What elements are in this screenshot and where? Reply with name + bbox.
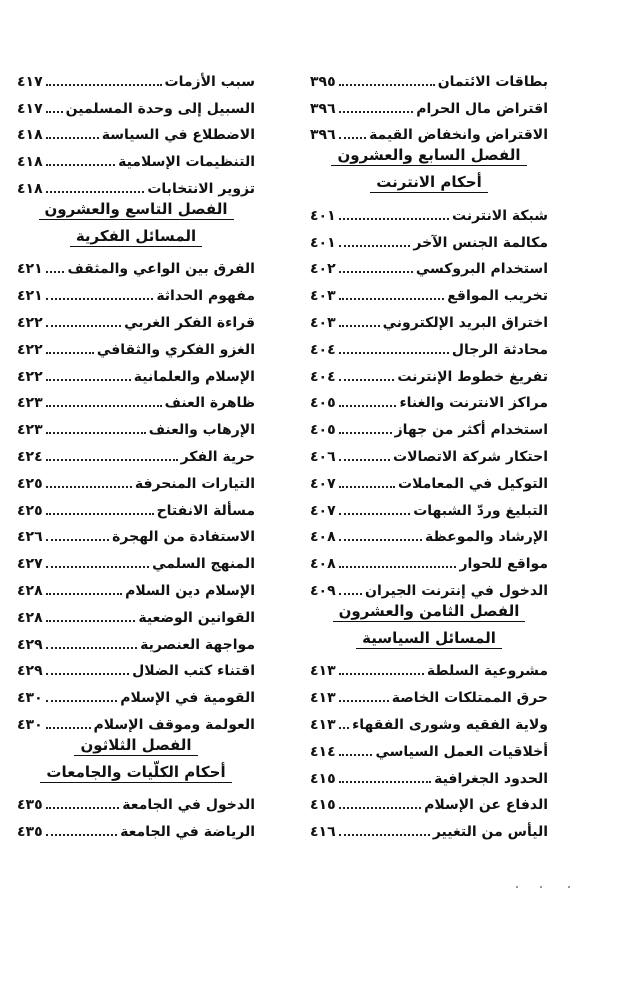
toc-entry bbox=[17, 678, 255, 705]
toc-entry bbox=[17, 625, 255, 652]
toc-entry bbox=[17, 437, 255, 464]
dot-leader bbox=[46, 298, 154, 300]
heading-text: أحكام الانترنت bbox=[370, 173, 487, 193]
dot-leader bbox=[339, 111, 414, 113]
toc-page-number: ٤٠٤ bbox=[310, 341, 336, 358]
heading-text: المسائل الفكرية bbox=[70, 227, 202, 247]
dot-leader bbox=[339, 379, 395, 381]
toc-entry-title: التبليغ وردّ الشبهات bbox=[413, 502, 548, 519]
chapter-heading bbox=[17, 732, 255, 759]
toc-page-number: ٤١٦ bbox=[310, 824, 336, 841]
toc-entry-title: اختراق البريد الإلكتروني bbox=[382, 314, 548, 331]
toc-entry bbox=[17, 384, 255, 411]
toc-right-column bbox=[310, 62, 548, 839]
toc-entry-title: الإسلام دين السلام bbox=[125, 582, 255, 599]
chapter-subheading bbox=[17, 223, 255, 250]
toc-entry bbox=[310, 357, 548, 384]
toc-entry-title: مكالمة الجنس الآخر bbox=[413, 234, 548, 251]
dot-leader bbox=[46, 84, 162, 86]
toc-entry bbox=[17, 410, 255, 437]
dot-leader bbox=[339, 405, 397, 407]
toc-entry-title: قراءة الفكر الغربي bbox=[124, 314, 255, 331]
toc-entry bbox=[310, 116, 548, 143]
toc-page-number: ٣٩٦ bbox=[310, 127, 336, 144]
dot-leader bbox=[339, 137, 366, 139]
toc-entry-title: التيارات المنحرفة bbox=[134, 475, 255, 492]
toc-page-number: ٤٣٠ bbox=[17, 716, 43, 733]
toc-entry-title: مراكز الانترنت والغناء bbox=[399, 395, 548, 412]
dot-leader bbox=[46, 566, 149, 568]
toc-entry bbox=[17, 303, 255, 330]
toc-page-number: ٤٠١ bbox=[310, 207, 336, 224]
toc-entry-title: الإرهاب والعنف bbox=[148, 422, 255, 439]
dot-leader bbox=[46, 807, 120, 809]
dot-leader bbox=[46, 111, 63, 113]
toc-page-number: ٤٢٦ bbox=[17, 529, 43, 546]
toc-page-number: ٤٠٤ bbox=[310, 368, 336, 385]
dot-leader bbox=[339, 727, 349, 729]
toc-entry-title: الفرق بين الواعي والمثقف bbox=[67, 261, 255, 278]
dot-leader bbox=[46, 539, 109, 541]
dot-leader bbox=[46, 486, 132, 488]
toc-entry bbox=[310, 759, 548, 786]
dot-leader bbox=[46, 191, 145, 193]
toc-page-number: ٤٢٢ bbox=[17, 368, 43, 385]
toc-entry bbox=[310, 384, 548, 411]
chapter-subheading bbox=[310, 169, 548, 196]
dot-leader bbox=[339, 271, 413, 273]
toc-entry bbox=[310, 812, 548, 839]
toc-entry-title: اليأس من التغيير bbox=[432, 824, 548, 841]
dot-leader bbox=[339, 459, 390, 461]
toc-page-number: ٤٣٥ bbox=[17, 797, 43, 814]
dot-leader bbox=[46, 379, 131, 381]
toc-entry-title: الاضطلاع في السياسة bbox=[101, 127, 255, 144]
toc-entry-title: الدخول في إنترنت الجيران bbox=[365, 582, 548, 599]
toc-entry-title: الاقتراض وانخفاض القيمة bbox=[369, 127, 548, 144]
toc-entry-title: العولمة وموقف الإسلام bbox=[93, 716, 255, 733]
toc-entry bbox=[17, 544, 255, 571]
toc-entry bbox=[310, 571, 548, 598]
toc-entry-title: مشروعية السلطة bbox=[426, 663, 548, 680]
toc-page-number: ٤٣٥ bbox=[17, 824, 43, 841]
toc-entry bbox=[310, 223, 548, 250]
toc-entry-title: مواقع للحوار bbox=[459, 556, 548, 573]
toc-page-number: ٤١٣ bbox=[310, 716, 336, 733]
toc-entry bbox=[310, 410, 548, 437]
toc-page-number: ٤٠٥ bbox=[310, 422, 336, 439]
toc-entry-title: مفهوم الحداثة bbox=[156, 288, 255, 305]
chapter-heading bbox=[310, 142, 548, 169]
toc-entry bbox=[17, 116, 255, 143]
toc-entry bbox=[17, 330, 255, 357]
dot-leader bbox=[339, 700, 389, 702]
toc-page-number: ٤٢٢ bbox=[17, 341, 43, 358]
dot-leader bbox=[339, 84, 435, 86]
chapter-subheading bbox=[17, 759, 255, 786]
toc-entry bbox=[17, 89, 255, 116]
toc-page-number: ٤١٣ bbox=[310, 663, 336, 680]
dot-leader bbox=[339, 298, 445, 300]
toc-entry bbox=[17, 598, 255, 625]
dot-leader bbox=[46, 700, 118, 702]
dot-leader bbox=[339, 539, 422, 541]
toc-entry bbox=[17, 169, 255, 196]
toc-page-number: ٤١٤ bbox=[310, 743, 336, 760]
dot-leader bbox=[46, 459, 178, 461]
dot-leader bbox=[339, 245, 411, 247]
toc-entry-title: حرية الفكر bbox=[180, 448, 255, 465]
dot-leader bbox=[46, 727, 91, 729]
toc-entry-title: احتكار شركة الاتصالات bbox=[393, 448, 548, 465]
toc-entry-title: المنهج السلمي bbox=[152, 556, 255, 573]
heading-text: الفصل السابع والعشرون bbox=[331, 146, 526, 166]
toc-entry-title: تزوير الانتخابات bbox=[147, 180, 255, 197]
dot-leader bbox=[46, 620, 136, 622]
toc-page-number: ٣٩٥ bbox=[310, 73, 336, 90]
dot-leader bbox=[46, 647, 137, 649]
toc-entry bbox=[17, 357, 255, 384]
toc-entry-title: مواجهة العنصرية bbox=[140, 636, 255, 653]
toc-entry-title: ظاهرة العنف bbox=[164, 395, 255, 412]
toc-page-number: ٤٢٨ bbox=[17, 609, 43, 626]
toc-entry bbox=[310, 705, 548, 732]
toc-entry bbox=[310, 544, 548, 571]
toc-entry-title: الإسلام والعلمانية bbox=[133, 368, 255, 385]
dot-leader bbox=[46, 513, 154, 515]
chapter-heading bbox=[17, 196, 255, 223]
dot-leader bbox=[339, 754, 373, 756]
toc-entry-title: الرياضة في الجامعة bbox=[120, 824, 255, 841]
toc-entry bbox=[17, 464, 255, 491]
dot-leader bbox=[46, 271, 65, 273]
dot-leader bbox=[339, 513, 411, 515]
dot-leader bbox=[339, 781, 431, 783]
dot-leader bbox=[339, 834, 430, 836]
dot-leader bbox=[339, 325, 380, 327]
scan-speck bbox=[540, 886, 542, 888]
toc-entry bbox=[17, 276, 255, 303]
toc-page-number: ٤٣٠ bbox=[17, 690, 43, 707]
toc-page-number: ٤٢٨ bbox=[17, 582, 43, 599]
toc-page-number: ٤٠٨ bbox=[310, 529, 336, 546]
toc-left-column bbox=[17, 62, 255, 839]
toc-entry-title: اقتراض مال الحرام bbox=[416, 100, 548, 117]
toc-page-number: ٤١٨ bbox=[17, 127, 43, 144]
toc-entry-title: تفريغ خطوط الإنترنت bbox=[397, 368, 548, 385]
toc-entry bbox=[17, 62, 255, 89]
toc-entry bbox=[310, 464, 548, 491]
toc-entry bbox=[17, 491, 255, 518]
dot-leader bbox=[46, 325, 121, 327]
toc-entry bbox=[310, 89, 548, 116]
toc-page-number: ٤٢٣ bbox=[17, 395, 43, 412]
toc-page-number: ٤١٨ bbox=[17, 154, 43, 171]
dot-leader bbox=[339, 486, 395, 488]
dot-leader bbox=[339, 593, 362, 595]
heading-text: الفصل الثامن والعشرون bbox=[333, 602, 526, 622]
dot-leader bbox=[339, 566, 457, 568]
toc-entry bbox=[310, 437, 548, 464]
toc-entry bbox=[17, 812, 255, 839]
toc-entry bbox=[17, 652, 255, 679]
toc-entry-title: حرق الممتلكات الخاصة bbox=[391, 690, 548, 707]
toc-entry-title: التوكيل في المعاملات bbox=[398, 475, 548, 492]
toc-entry-title: شبكة الانترنت bbox=[452, 207, 548, 224]
toc-page-number: ٤٠١ bbox=[310, 234, 336, 251]
toc-page-number: ٤١٣ bbox=[310, 690, 336, 707]
toc-entry-title: محادثة الرجال bbox=[451, 341, 548, 358]
heading-text: المسائل السياسية bbox=[356, 629, 502, 649]
heading-text: أحكام الكلّيات والجامعات bbox=[40, 763, 231, 783]
toc-page-number: ٤٠٦ bbox=[310, 448, 336, 465]
toc-entry bbox=[17, 250, 255, 277]
toc-page-number: ٤١٨ bbox=[17, 180, 43, 197]
toc-page-number: ٤٢١ bbox=[17, 261, 43, 278]
dot-leader bbox=[46, 405, 162, 407]
dot-leader bbox=[46, 164, 115, 166]
toc-entry bbox=[310, 732, 548, 759]
toc-entry-title: التنظيمات الإسلامية bbox=[118, 154, 255, 171]
toc-entry bbox=[310, 303, 548, 330]
toc-page-number: ٤١٥ bbox=[310, 797, 336, 814]
toc-entry bbox=[17, 786, 255, 813]
toc-entry bbox=[310, 518, 548, 545]
dot-leader bbox=[46, 352, 94, 354]
dot-leader bbox=[46, 834, 118, 836]
toc-entry-title: ولاية الفقيه وشورى الفقهاء bbox=[352, 716, 548, 733]
heading-text: الفصل التاسع والعشرون bbox=[39, 200, 234, 220]
toc-entry bbox=[310, 250, 548, 277]
toc-page-number: ٤١٥ bbox=[310, 770, 336, 787]
toc-page-number: ٤٢٥ bbox=[17, 475, 43, 492]
toc-page-number: ٤١٧ bbox=[17, 73, 43, 90]
toc-entry bbox=[310, 786, 548, 813]
toc-entry-title: استخدام البروكسي bbox=[415, 261, 548, 278]
toc-entry-title: الحدود الجغرافية bbox=[434, 770, 548, 787]
toc-entry-title: بطاقات الائتمان bbox=[437, 73, 548, 90]
toc-entry-title: الإرشاد والموعظة bbox=[425, 529, 548, 546]
toc-entry bbox=[310, 678, 548, 705]
dot-leader bbox=[339, 218, 449, 220]
dot-leader bbox=[46, 137, 99, 139]
toc-page-number: ٤٢٤ bbox=[17, 448, 43, 465]
toc-entry-title: أخلاقيات العمل السياسي bbox=[375, 743, 548, 760]
dot-leader bbox=[46, 673, 129, 675]
toc-entry-title: الاستفادة من الهجرة bbox=[112, 529, 255, 546]
toc-page-number: ٤٠٩ bbox=[310, 582, 336, 599]
toc-entry-title: سبب الأزمات bbox=[164, 73, 255, 90]
toc-page-number: ٤٠٣ bbox=[310, 314, 336, 331]
toc-entry-title: القوانين الوضعية bbox=[138, 609, 255, 626]
toc-entry-title: الدفاع عن الإسلام bbox=[424, 797, 548, 814]
toc-entry-title: القومية في الإسلام bbox=[120, 690, 255, 707]
toc-entry-title: الغزو الفكري والثقافي bbox=[96, 341, 255, 358]
chapter-heading bbox=[310, 598, 548, 625]
toc-entry bbox=[17, 571, 255, 598]
dot-leader bbox=[339, 352, 449, 354]
toc-page-number: ٤١٧ bbox=[17, 100, 43, 117]
toc-page-number: ٤٢٥ bbox=[17, 502, 43, 519]
toc-entry-title: استخدام أكثر من جهاز bbox=[394, 422, 548, 439]
toc-page-number: ٤٠٨ bbox=[310, 556, 336, 573]
toc-entry bbox=[310, 491, 548, 518]
toc-page-number: ٤٢٩ bbox=[17, 636, 43, 653]
toc-page-number: ٤٠٥ bbox=[310, 395, 336, 412]
toc-entry-title: الدخول في الجامعة bbox=[122, 797, 255, 814]
toc-entry bbox=[310, 330, 548, 357]
toc-page-number: ٤٠٣ bbox=[310, 288, 336, 305]
toc-page-number: ٤٢٩ bbox=[17, 663, 43, 680]
dot-leader bbox=[46, 593, 122, 595]
toc-entry-title: مسألة الانفتاح bbox=[156, 502, 255, 519]
scan-speck bbox=[516, 886, 518, 888]
toc-entry bbox=[17, 142, 255, 169]
dot-leader bbox=[339, 807, 421, 809]
toc-entry bbox=[310, 62, 548, 89]
toc-page-number: ٤٢٧ bbox=[17, 556, 43, 573]
dot-leader bbox=[339, 673, 424, 675]
scan-speck bbox=[568, 886, 570, 888]
chapter-subheading bbox=[310, 625, 548, 652]
toc-entry bbox=[310, 196, 548, 223]
toc-entry-title: تخريب المواقع bbox=[447, 288, 548, 305]
dot-leader bbox=[46, 432, 146, 434]
toc-entry bbox=[17, 518, 255, 545]
toc-page-number: ٣٩٦ bbox=[310, 100, 336, 117]
toc-entry-title: السبيل إلى وحدة المسلمين bbox=[65, 100, 255, 117]
toc-page-number: ٤٠٧ bbox=[310, 475, 336, 492]
toc-entry bbox=[17, 705, 255, 732]
heading-text: الفصل الثلاثون bbox=[74, 736, 197, 756]
toc-page-number: ٤٠٢ bbox=[310, 261, 336, 278]
toc-entry bbox=[310, 652, 548, 679]
dot-leader bbox=[339, 432, 392, 434]
toc-page-number: ٤٢١ bbox=[17, 288, 43, 305]
toc-page-number: ٤٢٢ bbox=[17, 314, 43, 331]
toc-entry bbox=[310, 276, 548, 303]
toc-page-number: ٤٢٣ bbox=[17, 422, 43, 439]
toc-entry-title: اقتناء كتب الضلال bbox=[132, 663, 255, 680]
toc-page-number: ٤٠٧ bbox=[310, 502, 336, 519]
